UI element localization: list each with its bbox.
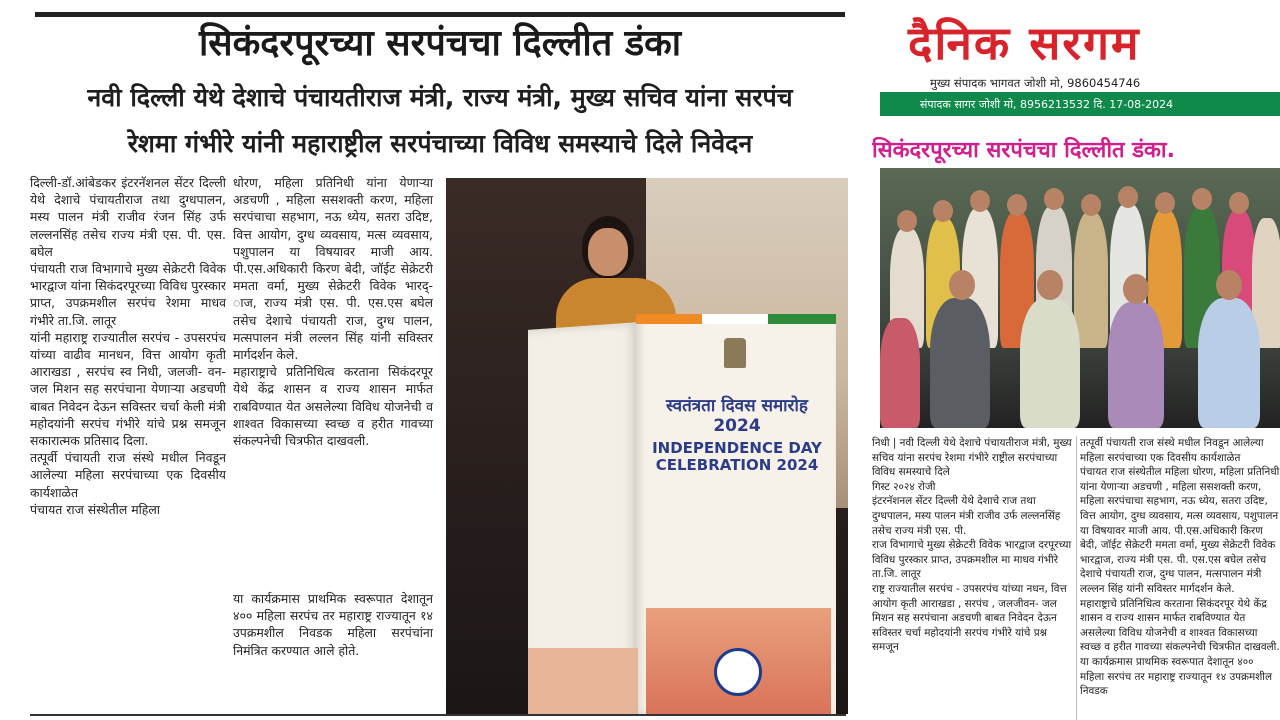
paragraph: तत्पूर्वी पंचायती राज संस्थे मधील निवडून आलेल्या महिला सरपंचाच्या एक दिवसीय कार्यशाळेत bbox=[1080, 437, 1264, 464]
group-photo bbox=[880, 168, 1280, 428]
paragraph: निधी | नवी दिल्ली येथे देशाचे पंचायतीराज मंत्री, मुख्य सचिव यांना सरपंच रेशमा गंभीरे राष्ट्रील सरपंचाच्या विविध समस्याचे दिले bbox=[872, 437, 1072, 479]
paragraph: महाराष्ट्राचे प्रतिनिधित्व करताना सिकंदरपूर येथे केंद्र शासन व राज्य शासन मार्फत राबविण्यात येत असलेल्या विविध योजनेची व शाश्वत विकासच्या स्वच्छ व हरीत गावच्या संकल्पनेची चित्रफीत दाखवली. bbox=[233, 364, 433, 449]
right-article-column-2 bbox=[1080, 436, 1280, 720]
tricolor-strip bbox=[636, 314, 836, 324]
bottom-rule bbox=[30, 714, 846, 716]
headline: सिकंदरपूरच्या सरपंचचा दिल्लीत डंका bbox=[198, 23, 682, 64]
paragraph: पंचायत राज संस्थेतील महिला धोरण, महिला प्रतिनिधी यांना येणाऱ्या अडचणी , महिला ससशक्ती करण, महिला सरपंचाचा सहभाग, नऊ ध्येय, सतरा उदिष्ट, वित्त आयोग, दुग्ध व्यवसाय, मत्स व्यवसाय, पशुपालन या विषयावर माजी आय. पी.एस.अधिकारी किरण बेदी, जॉईट सेक्रेटरी ममता वर्मा, मुख्य सेक्रेटरी विवेक भारद्वाज, राज्य मंत्री एस. पी. एस.एस बघेल तसेच देशाचे पंचायती राज, दुग्ध पालन, मत्सपालन मंत्री लल्लन सिंह यांनी सविस्तर मार्गदर्शन केले. bbox=[1080, 466, 1280, 595]
podium-sign-hindi: स्वतंत्रता दिवस समारोह 2024 bbox=[666, 396, 808, 436]
paragraph: राष्ट्र राज्यातील सरपंच - उपसरपंच यांच्या नधन, वित्त आयोग कृती आराखडा , सरपंच , जलजीवन- जल मिशन सह सरपंचाना अडचणी बाबत निवेदन देऊन सविस्तर चर्चा महोदयांनी सरपंच गंभीरे यांचे प्रश्न समजून bbox=[872, 582, 1067, 654]
paragraph: या कार्यक्रमास प्राथमिक स्वरूपात देशातून ४०० महिला सरपंच तर महाराष्ट्र राज्यातून १४ उपक्रमशील निवडक bbox=[1080, 655, 1273, 698]
article-column-1 bbox=[30, 174, 226, 714]
paragraph: धोरण, महिला प्रतिनिधी यांना येणाऱ्या अडचणी , महिला ससशक्ती करण, महिला सरपंचाचा सहभाग, नऊ ध्येय, सतरा उदिष्ट, वित्त आयोग, दुग्ध व्यवसाय, मत्स व्यवसाय, पशुपालन या विषयावर माजी आय. पी.एस.अधिकारी किरण बेदी, जॉईट सेक्रेटरी ममता वर्मा, मुख्य सेक्रेटरी विवेक भारद्- ाज, राज्य मंत्री एस. पी. एस.एस बघेल तसेच देशाचे पंचायती राज, दुग्ध पालन, मत्सपालन मंत्री लल्लन सिंह यांनी सविस्तर मार्गदर्शन केले. bbox=[233, 175, 433, 363]
newspaper-masthead: दैनिक सरगम bbox=[908, 16, 1141, 70]
chief-editor-line: मुख्य संपादक भागवत जोशी मो, 9860454746 bbox=[930, 76, 1141, 90]
article-column-2-end bbox=[233, 590, 433, 670]
right-article-column-1 bbox=[872, 436, 1072, 720]
paragraph: या कार्यक्रमास प्राथमिक स्वरूपात देशातून ४०० महिला सरपंच तर महाराष्ट्र राज्यातून १४ उपक्रमशील निवडक महिला सरपंचांना निमंत्रित करण्यात आले होते. bbox=[233, 591, 433, 658]
paragraph: गिस्ट २०२४ रोजी bbox=[872, 480, 936, 493]
paragraph: इंटरनॅशनल सेंटर दिल्ली येथे देशाचे राज तथा दुग्धपालन, मस्य पालन मंत्री राजीव उर्फ लल्लनसिंह तसेच राज्य मंत्री एस. पी. bbox=[872, 495, 1061, 537]
paragraph: महाराष्ट्राचे प्रतिनिधित्व करताना सिकंदरपूर येथे केंद्र शासन व राज्य शासन मार्फत राबविण्यात येत असलेल्या विविध योजनेची व शाश्वत विकासच्या स्वच्छ व हरीत गावच्या संकल्पनेची चित्रफीत दाखवली. bbox=[1080, 597, 1280, 654]
paragraph: यांनी महाराष्ट्र राज्यातील सरपंच - उपसरपंच यांच्या वाढीव मानधन, वित्त आयोग कृती आराखडा , सरपंच स्व निधी, जलजी- वन- जल मिशन सह सरपंचाना येणाऱ्या अडचणी बाबत निवेदन देऊन सविस्तर चर्चा केली मंत्री महोदयांनी सरपंच गंभीरे यांचे प्रश्न समजून सकारात्मक प्रतिसाद दिला. bbox=[30, 329, 226, 449]
right-headline: सिकंदरपूरच्या सरपंचचा दिल्लीत डंका. bbox=[872, 138, 1175, 163]
top-rule bbox=[35, 12, 845, 17]
speaker-face bbox=[588, 228, 628, 276]
right-news-clipping bbox=[872, 0, 1280, 720]
subheadline-line-2: रेशमा गंभीरे यांनी महाराष्ट्रील सरपंचाच्या विविध समस्याचे दिले निवेदन bbox=[127, 129, 753, 158]
podium-left-base bbox=[528, 648, 638, 714]
column-divider bbox=[1076, 436, 1077, 720]
national-emblem-icon bbox=[724, 338, 746, 368]
paragraph: पंचायत राज संस्थेतील महिला bbox=[30, 501, 160, 517]
paragraph: पंचायती राज विभागाचे मुख्य सेक्रेटरी विवेक भारद्वाज यांना सिकंदरपूरच्या विविध पुरस्कार प्राप्त, उपक्रमशील सरपंच रेशमा माधव गंभीरे ता.जि. लातूर bbox=[30, 261, 226, 328]
paragraph: राज विभागाचे मुख्य सेक्रेटरी विवेक भारद्वाज दरपूरच्या विविध पुरस्कार प्राप्त, उपक्रमशील मा माधव गंभीरे ता.जि. लातूर bbox=[872, 539, 1072, 581]
editor-bar bbox=[880, 92, 1280, 116]
podium-sign-english: INDEPENDENCE DAY CELEBRATION 2024 bbox=[652, 439, 822, 474]
event-photo bbox=[446, 178, 848, 714]
subheadline-line-1: नवी दिल्ली येथे देशाचे पंचायतीराज मंत्री, राज्य मंत्री, मुख्य सचिव यांना सरपंच bbox=[87, 83, 793, 112]
editor-bar-text: संपादक सागर जोशी मो, 8956213532 दि. 17-08-2024 bbox=[920, 98, 1174, 111]
paragraph: तत्पूर्वी पंचायती राज संस्थे मधील निवडून आलेल्या महिला सरपंचाच्या एक दिवसीय कार्यशाळेत bbox=[30, 450, 226, 500]
ashoka-chakra-icon bbox=[714, 648, 762, 696]
paragraph: दिल्ली-डॉ.आंबेडकर इंटरनॅशनल सेंटर दिल्ली येथे देशाचे पंचायतीराज तथा दुग्धपालन, मस्य पालन मंत्री राजीव रंजन सिंह उर्फ लल्लनसिंह तसेच राज्य मंत्री एस. पी. एस. बघेल bbox=[30, 175, 226, 259]
article-column-2 bbox=[233, 174, 433, 589]
